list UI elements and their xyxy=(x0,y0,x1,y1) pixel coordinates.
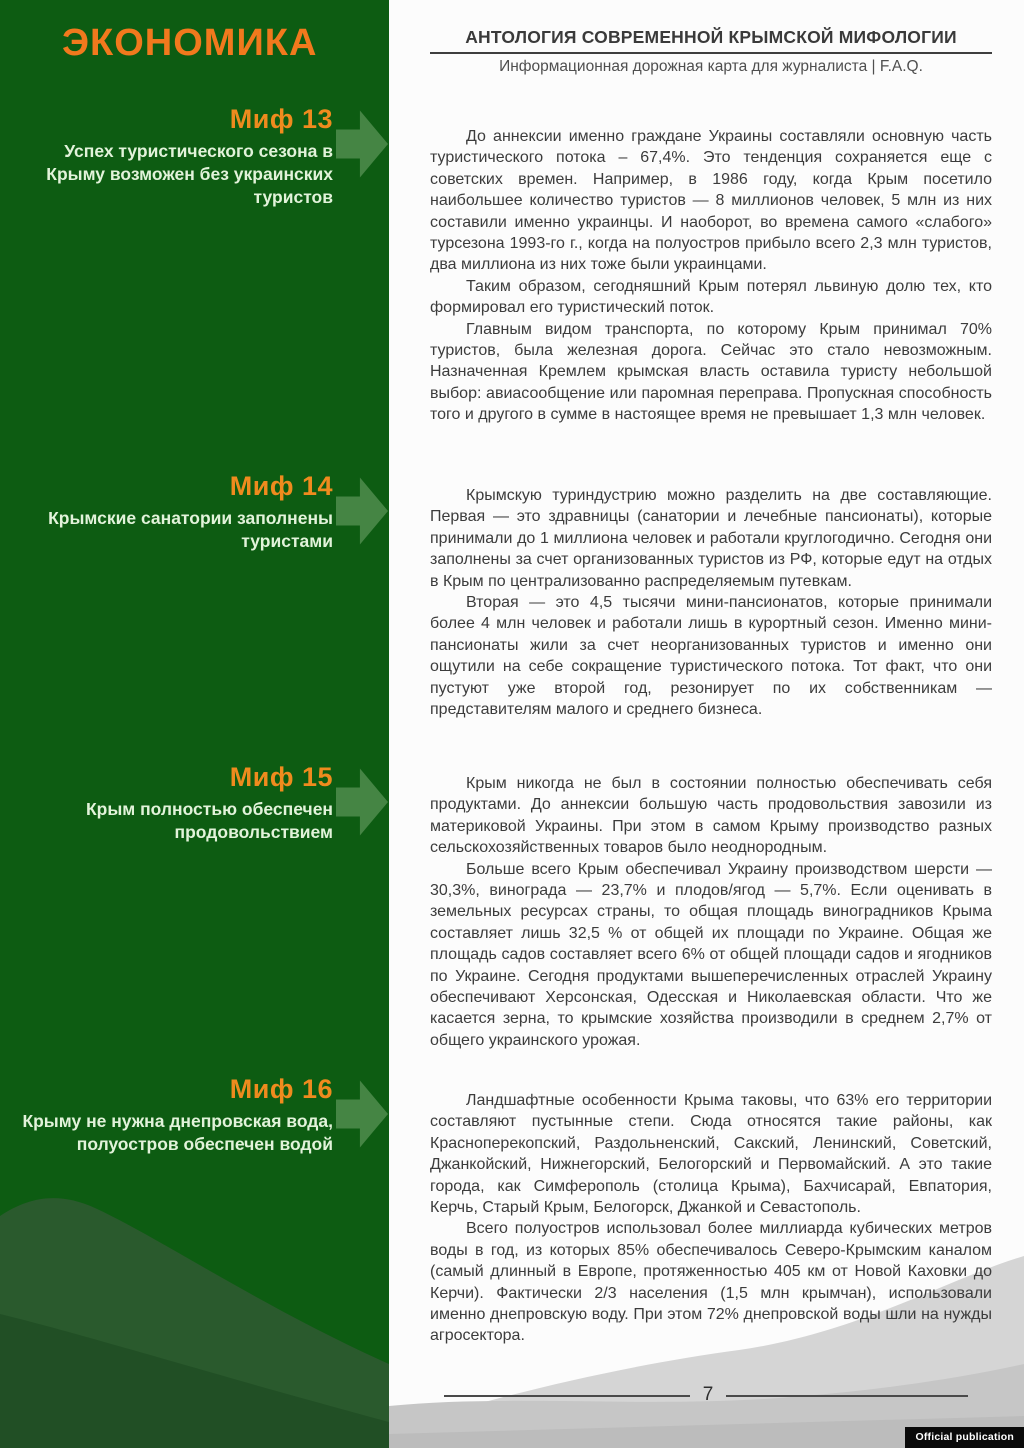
myth-15-block xyxy=(18,762,389,844)
myth-16-title: Крыму не нужна днепровская вода, полуостров обеспечен водой xyxy=(22,1111,333,1154)
official-publication-badge: Official publication xyxy=(905,1427,1024,1448)
paragraph: Всего полуостров использовал более миллиарда кубических метров воды в год, из которых 85% обеспечивалось Северо-Крымским каналом (самый длинный в Европе, протяженностью 405 км от Новой Каховки до Керчи). Фактически 2/3 населения (1,5 млн крымчан), использовали именно днепровскую воду. При этом 72% днепровской воды шли на нужды агросектора. xyxy=(430,1220,992,1345)
document-title: АНТОЛОГИЯ СОВРЕМЕННОЙ КРЫМСКОЙ МИФОЛОГИИ xyxy=(465,27,957,47)
myth-16-label: Миф 16 xyxy=(229,1074,333,1104)
paragraph: Таким образом, сегодняшний Крым потерял львиную долю тех, кто формировал его туристический поток. xyxy=(430,277,992,317)
paragraph: Крымскую туриндустрию можно разделить на две составляющие. Первая — это здравницы (санатории и лечебные пансионаты), которые принимали до 1 миллиона человек и работали круглогодично. Сегодня они заполнены за счет организованных туристов из РФ, которые едут на отдых в Крым по централизованно распределяемым путевкам. xyxy=(430,487,992,590)
document-subtitle: Информационная дорожная карта для журналиста | F.A.Q. xyxy=(499,58,923,75)
arrow-right-icon xyxy=(336,1076,388,1152)
paragraph: Ландшафтные особенности Крыма таковы, что 63% его территории составляют пустынные степи. Сюда относятся такие районы, как Красноперекопский, Раздольненский, Сакский, Ленинский, Советский, Джанкойский, Нижнегорский, Белогорский и Первомайский. А это такие города, как Симферополь (столица Крыма), Бахчисарай, Евпатория, Керчь, Старый Крым, Белогорск, Джанкой и Севастополь. xyxy=(430,1092,992,1217)
body-section-myth-14 xyxy=(430,485,992,720)
title-underline xyxy=(430,52,992,54)
myth-16-block xyxy=(18,1074,389,1156)
paragraph: Главным видом транспорта, по которому Крым принимал 70% туристов, была железная дорога. Сейчас это стало невозможным. Назначенная Кремлем крымская власть оставила туристу небольшой выбор: авиасообщение или паромная переправа. Пропускная способность того и другого в сумме в настоящее время не превышает 1,3 млн человек. xyxy=(430,320,992,424)
footer-rule-right xyxy=(726,1395,968,1397)
body-section-myth-16 xyxy=(430,1090,992,1347)
paragraph: Крым никогда не был в состоянии полностью обеспечивать себя продуктами. До аннексии большую часть продовольствия завозили из материковой Украины. При этом в самом Крыму производство разных сельскохозяйственных товаров было неоднородным. xyxy=(430,775,992,857)
body-section-myth-15 xyxy=(430,773,992,1051)
paragraph: Вторая — это 4,5 тысячи мини-пансионатов, которые принимали более 4 млн человек и работали лишь в курортный сезон. Именно мини-пансионаты жили за счет неорганизованных туристов и именно они ощутили на себе сокращение туристического потока. Тот факт, что они пустуют уже второй год, резонирует по их собственникам — представителям малого и среднего бизнеса. xyxy=(430,594,992,719)
page-footer xyxy=(389,1383,1024,1409)
arrow-right-icon xyxy=(336,473,388,549)
myth-13-title: Успех туристического сезона в Крыму возможен без украинских туристов xyxy=(46,141,333,207)
myth-13-block xyxy=(18,104,389,209)
page-number: 7 xyxy=(702,1384,714,1405)
green-mountains-illustration xyxy=(0,1186,389,1448)
footer-rule-left xyxy=(444,1395,690,1397)
myth-14-block xyxy=(18,471,389,553)
arrow-right-icon xyxy=(336,106,388,182)
myth-13-label: Миф 13 xyxy=(229,104,333,134)
paragraph: До аннексии именно граждане Украины составляли основную часть туристического потока – 67,4%. Это тенденция сохраняется еще с советских времен. Например, в 1986 году, когда Крым посетило наибольшее количество туристов — 8 миллионов человек, 5 млн из них составили именно украинцы. И наоборот, во времена самого «слабого» турсезона 1993-го г., когда на полуостров прибыло всего 2,3 млн туристов, два миллиона из них тоже были украинцами. xyxy=(430,128,992,274)
arrow-right-icon xyxy=(336,764,388,840)
section-title-economy: ЭКОНОМИКА xyxy=(62,22,318,64)
myth-15-label: Миф 15 xyxy=(229,762,333,792)
document-header xyxy=(430,27,992,76)
paragraph: Больше всего Крым обеспечивал Украину производством шерсти — 30,3%, винограда — 23,7% и плодов/ягод — 5,7%. Если оценивать в земельных ресурсах страны, то общая площадь виноградников Крыма составляет лишь 32,5 % от общей их площади по Украине. Общая же площадь садов составляет всего 6% от общей площади садов и ягодников по Украине. Сегодня продуктами вышеперечисленных отраслей Украину обеспечивают Херсонская, Одесская и Николаевская области. Что же касается зерна, то крымские хозяйства производили в среднем 2,7% от общего украинского урожая. xyxy=(430,860,992,1049)
myth-15-title: Крым полностью обеспечен продовольствием xyxy=(85,799,333,842)
body-section-myth-13 xyxy=(430,126,992,426)
main-content xyxy=(389,0,1024,1448)
myth-14-label: Миф 14 xyxy=(229,471,333,501)
sidebar xyxy=(0,0,389,1448)
myth-14-title: Крымские санатории заполнены туристами xyxy=(48,508,333,551)
